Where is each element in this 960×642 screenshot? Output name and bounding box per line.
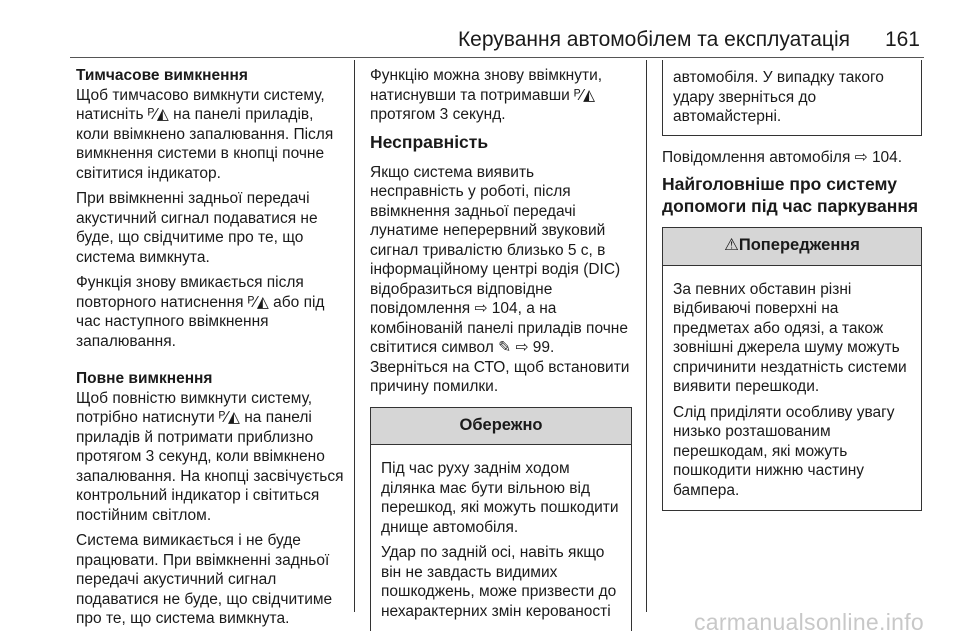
- page-number: 161: [884, 28, 920, 51]
- column-left: [76, 66, 348, 635]
- warning-title: ⚠Попередження: [663, 228, 921, 266]
- paragraph: Якщо система виявить несправність у роботі, після ввімкнення задньої передачі лунатиме неперервний звуковий сигнал тривалістю близько 5 с, в інформаційному центрі водія (DIC) відобразиться відповідне повідомлення ⇨ 104, а на комбінованій панелі приладів почне світитися символ ✎ ⇨ 99. Зверніться на СТО, щоб встановити причину помилки.: [370, 163, 630, 395]
- paragraph: Система вимикається і не буде працювати. При ввімкненні задньої передачі акустичний сигнал подаватися не буде, що свідчитиме про те, що система вимкнута.: [76, 532, 333, 627]
- warning-text: За певних обставин різні відбиваючі поверхні на предметах або одязі, а також зовнішні джерела шуму можуть спричинити нездатність системи виявити перешкоди.: [673, 280, 907, 395]
- caution-text: Удар по задній осі, навіть якщо він не завдасть видимих пошкоджень, може призвести до нехарактерних змін керованості: [381, 544, 617, 620]
- paragraph: При ввімкненні задньої передачі акустичний сигнал подаватися не буде, що свідчитиме про те, що система вимкнута.: [76, 190, 318, 266]
- column-separator: [646, 60, 647, 612]
- heading-fault: Несправність: [370, 131, 489, 152]
- watermark: carmanualsonline.info: [693, 609, 924, 635]
- caution-box: [370, 407, 632, 632]
- paragraph: Щоб повністю вимкнути систему, потрібно натиснути ᴾ⁄◭ на панелі приладів й потримати приблизно протягом 3 секунд, коли ввімкнено запалювання. На кнопці засвічується контрольний індикатор і світиться постійним світлом.: [76, 389, 344, 524]
- column-separator: [354, 60, 355, 612]
- chapter-title: Керування автомобілем та експлуатація: [457, 28, 850, 51]
- subheading-full-off: Повне вимкнення: [76, 370, 213, 387]
- subheading-temporary-off: Тимчасове вимкнення: [76, 67, 248, 84]
- caution-text: Під час руху заднім ходом ділянка має бути вільною від перешкод, які можуть пошкодити днище автомобіля.: [381, 460, 619, 536]
- paragraph: Функція знову вмикається після повторного натиснення ᴾ⁄◭ або під час наступного ввімкнення запалювання.: [76, 274, 325, 350]
- warning-body: [663, 266, 921, 511]
- column-right: [662, 66, 922, 511]
- caution-title: Обережно: [371, 408, 631, 446]
- caution-box-continued: [662, 60, 922, 136]
- caution-text-continued: автомобіля. У випадку такого удару зверніться до автомайстерні.: [673, 69, 884, 125]
- header-rule: [70, 57, 924, 58]
- warning-text: Слід приділяти особливу увагу низько розташованим перешкодам, які можуть пошкодити нижню частину бампера.: [673, 403, 895, 499]
- column-middle: [370, 66, 632, 631]
- heading-parking-info: Найголовніше про систему допомоги під час паркування: [662, 174, 919, 216]
- paragraph: Щоб тимчасово вимкнути систему, натисніть ᴾ⁄◭ на панелі приладів, коли ввімкнено запалювання. Після вимкнення системи в кнопці почне світитися індикатор.: [76, 86, 334, 182]
- warning-box: [662, 227, 922, 511]
- paragraph: Функцію можна знову ввімкнути, натиснувши та потримавши ᴾ⁄◭ протягом 3 секунд.: [370, 67, 603, 123]
- caution-body: [371, 445, 631, 631]
- paragraph: Повідомлення автомобіля ⇨ 104.: [662, 148, 903, 166]
- page-header: [0, 0, 960, 58]
